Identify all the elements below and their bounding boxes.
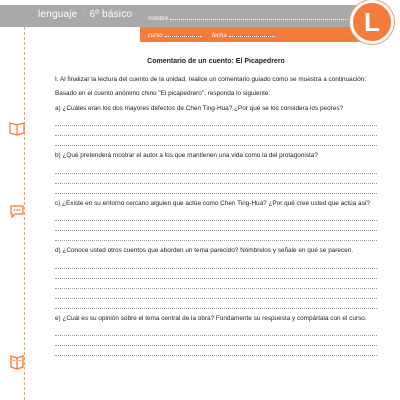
open-book-icon	[9, 120, 25, 136]
brand-plus: +	[80, 9, 87, 20]
question-text: e) ¿Cuál es su opinión sobre el tema central de la obra? Fundamente su respuesta y compártala con el curso.	[55, 314, 367, 322]
instruction-text: I. Al finalizar la lectura del cuento de la unidad, realice un comentario guiado como se muestra a continuación:	[55, 75, 367, 83]
question-text: b) ¿Qué pretenderá mostrar el autor a los que mantienen una vida como la del protagonista?	[55, 152, 318, 159]
course-field[interactable]	[148, 31, 201, 39]
worksheet-header	[0, 0, 400, 44]
answer-lines[interactable]	[55, 116, 377, 146]
name-field[interactable]	[148, 14, 356, 22]
question-a	[55, 105, 377, 147]
book-icon	[9, 354, 25, 370]
speech-bubble-icon	[9, 204, 25, 220]
sidebar	[0, 0, 34, 400]
subject-brand	[38, 9, 132, 20]
question-c	[55, 200, 377, 242]
question-text: c) ¿Existe en su entorno cercano alguien que actúe como Chen Ting-Hua? ¿Por qué cree usted que actúa así?	[55, 199, 371, 207]
question-text: d) ¿Conoce usted otros cuentos que aborden un tema parecido? Nómbrelos y señale en qué se parecen.	[55, 247, 354, 254]
worksheet-title: Comentario de un cuento: El Picapedrero	[147, 58, 285, 65]
answer-lines[interactable]	[55, 211, 377, 241]
answer-lines[interactable]	[55, 164, 377, 194]
question-text: a) ¿Cuáles eran los dos mayores defectos de Chen Ting-Hua? ¿Por qué se los considera los peores?	[55, 104, 344, 112]
date-field-label: fecha	[212, 33, 227, 39]
course-field-label: curso	[148, 33, 163, 39]
subject-logo: L	[350, 0, 394, 44]
worksheet-body	[55, 58, 377, 362]
answer-lines[interactable]	[55, 326, 377, 356]
question-b	[55, 152, 377, 194]
grade-label: 6º básico	[89, 9, 133, 20]
question-e	[55, 315, 377, 357]
subject-name: lenguaje	[38, 9, 78, 20]
date-field[interactable]	[212, 31, 275, 39]
question-d	[55, 247, 377, 309]
answer-lines[interactable]	[55, 259, 377, 309]
name-field-label: nombre	[148, 16, 169, 22]
context-text: Basado en el cuento anónimo chino "El picapedrero", responda lo siguiente:	[55, 90, 271, 97]
